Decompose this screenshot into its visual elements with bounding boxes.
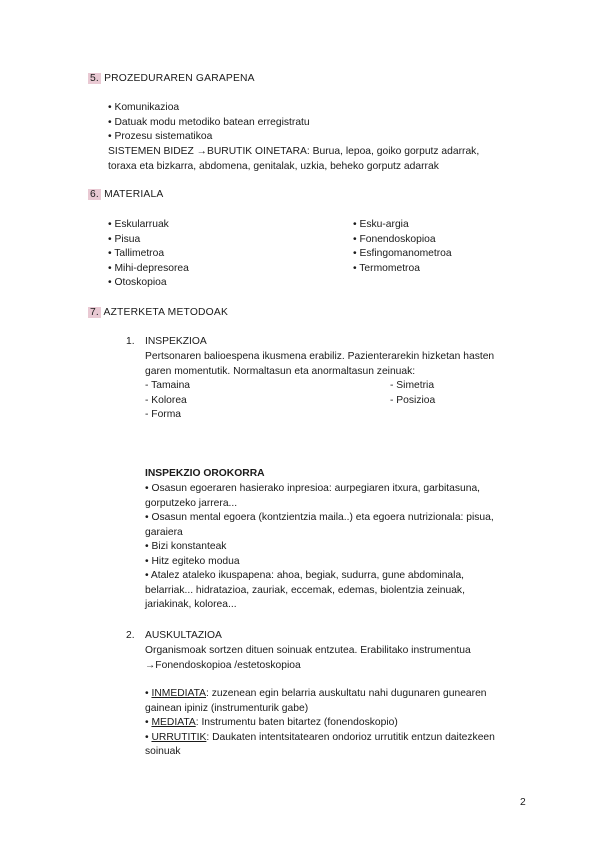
general-inspection-title: INSPEKZIO OROKORRA [145, 468, 265, 479]
list-item: • Pisua [108, 233, 141, 245]
text-line: toraxa eta bizkarra, abdomena, genitalak, uzkia, beheko gorputz adarrak [108, 160, 439, 172]
section-7-title: AZTERKETA METODOAK [103, 307, 229, 318]
text-line: Organismoak sortzen dituen soinuak entzutea. Erabilitako instrumentua [145, 645, 471, 656]
section-6-title: MATERIALA [104, 189, 164, 200]
text-line: • Osasun egoeraren hasierako inpresioa: aurpegiaren itxura, garbitasuna, [145, 483, 481, 494]
immediate-term: INMEDIATA [151, 688, 207, 699]
systems-paragraph [108, 145, 526, 174]
list-item: • Esku-argia [353, 219, 409, 230]
list-item: • Komunikazioa [108, 102, 180, 113]
inspection-description [145, 350, 494, 379]
text-line: • Atalez ataleko ikuspapena: ahoa, begiak, sudurra, gune abdominala, [145, 570, 465, 581]
text-line: →Fonendoskopioa /estetoskopioa [145, 659, 301, 671]
section-5-title: PROZEDURAREN GARAPENA [104, 73, 255, 84]
inspection-number: 1. [126, 336, 135, 347]
list-item: • Eskularruak [108, 219, 169, 230]
list-item: • Fonendoskopioa [353, 233, 436, 245]
list-item: • MEDIATA: Instrumentu baten bitartez (fonendoskopio) [145, 717, 398, 728]
text-line: jariakinak, kolorea... [145, 599, 237, 610]
text-line: gainean ipiniz (instrumenturik gabe) [145, 702, 309, 714]
immediate-text: : zuzenean egin belarria auskultatu nahi dugunaren gunearen [206, 688, 487, 699]
distant-term: URRUTITIK [151, 731, 207, 743]
signs-left-list [145, 379, 190, 423]
general-inspection-list [145, 482, 494, 613]
auscultation-description [145, 644, 471, 673]
text-line: garaiera [145, 526, 183, 538]
signs-right-list [390, 379, 435, 408]
section-5-number: 5. [90, 73, 99, 84]
text-line: • Bizi konstanteak [145, 541, 227, 552]
page-number: 2 [520, 797, 526, 808]
text-line: SISTEMEN BIDEZ →BURUTIK OINETARA: Burua, lepoa, goiko gorputz adarrak, [108, 146, 480, 157]
auscultation-number: 2. [126, 630, 135, 641]
text-line: gorputzeko jarrera... [145, 497, 238, 509]
list-item: - Kolorea [145, 394, 187, 406]
text-line: • Hitz egiteko modua [145, 555, 240, 567]
list-item: • URRUTITIK: Daukaten intentsitatearen ondorioz urrutitik entzun daitezkeen [145, 731, 495, 743]
text-line: garen momentutik. Normaltasun eta anormaltasun zeinuak: [145, 365, 416, 377]
section-6-heading [88, 188, 163, 203]
list-item: • Mihi-depresorea [108, 262, 189, 274]
text-line: Pertsonaren balioespena ikusmena erabiliz. Pazienterarekin hizketan hasten [145, 351, 495, 362]
list-item: • Otoskopioa [108, 277, 167, 288]
section-5-heading [88, 72, 255, 87]
inspection-title: INSPEKZIOA [145, 336, 207, 347]
bullet-list [108, 101, 310, 145]
list-item: - Posizioa [390, 394, 436, 406]
distant-text: : Daukaten intentsitatearen ondorioz urrutitik entzun daitezkeen [206, 731, 495, 743]
text-line: • Osasun mental egoera (kontzientzia maila..) eta egoera nutrizionala: pisua, [145, 512, 494, 523]
section-7-heading [88, 306, 228, 321]
text-line: soinuak [145, 746, 181, 757]
materials-left-list [108, 218, 189, 291]
list-item: • Tallimetroa [108, 248, 165, 259]
materials-right-list [353, 218, 452, 276]
mediate-term: MEDIATA [151, 717, 196, 728]
section-6-number: 6. [90, 189, 99, 200]
list-item: • Esfingomanometroa [353, 248, 452, 259]
section-7-number: 7. [90, 307, 99, 318]
list-item: • Prozesu sistematikoa [108, 131, 213, 142]
auscultation-title: AUSKULTAZIOA [145, 630, 222, 641]
list-item: - Simetria [390, 380, 435, 391]
auscultation-types [145, 687, 495, 760]
list-item: • Termometroa [353, 262, 420, 274]
text-line: belarriak... hidratazioa, zauriak, eccemak, edemas, biolentzia zeinuak, [145, 584, 465, 596]
list-item: - Tamaina [145, 380, 191, 391]
list-item: • INMEDIATA: zuzenean egin belarria auskultatu nahi dugunaren gunearen [145, 688, 487, 699]
mediate-text: : Instrumentu baten bitartez (fonendoskopio) [195, 717, 398, 728]
list-item: - Forma [145, 409, 182, 420]
list-item: • Datuak modu metodiko batean erregistratu [108, 116, 310, 128]
